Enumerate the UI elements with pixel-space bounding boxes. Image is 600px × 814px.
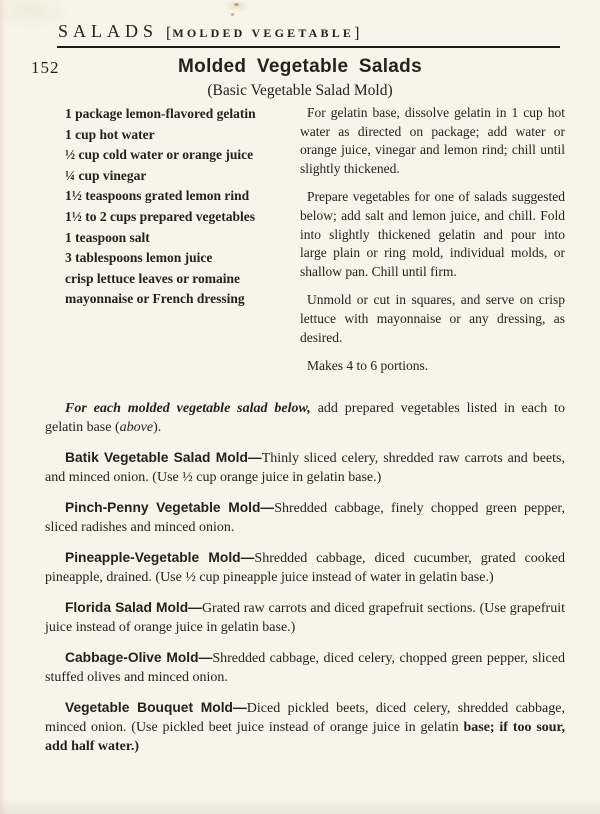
- variant-description: Thinly sliced celery, shredded raw carrots and beets, and minced onion. (Use ½ cup orange juice in gelatin base.): [45, 451, 565, 485]
- em-dash: —: [198, 650, 213, 665]
- variant-description: Shredded cabbage, diced celery, chopped green pepper, sliced stuffed olives and minced onion.: [45, 651, 565, 685]
- section-subtitle-text: MOLDED VEGETABLE: [172, 26, 355, 40]
- note-emphasis: above: [119, 420, 154, 435]
- note-body: add prepared vegetables listed in each to gelatin base (: [45, 401, 566, 435]
- em-dash: —: [260, 500, 275, 515]
- page-number: 152: [31, 58, 60, 77]
- ingredient-item: 1 teaspoon salt: [65, 229, 150, 245]
- variant-name: Pineapple-Vegetable Mold: [65, 550, 241, 565]
- close-bracket: ]: [354, 25, 361, 42]
- ingredient-item: 1½ to 2 cups prepared vegetables: [65, 208, 255, 224]
- scan-speck: [231, 13, 234, 16]
- note-tail: ).: [153, 420, 162, 435]
- variants-section: [45, 399, 565, 767]
- variant-name: Pinch-Penny Vegetable Mold: [65, 500, 261, 515]
- variant-entry: [45, 648, 565, 687]
- em-dash: —: [188, 600, 202, 615]
- ingredient-item: mayonnaise or French dressing: [65, 291, 245, 307]
- running-head: [58, 21, 360, 43]
- ingredient-list: [65, 104, 300, 386]
- em-dash: —: [247, 450, 262, 465]
- ingredient-item: ¼ cup vinegar: [65, 167, 147, 183]
- ingredient-item: 3 tablespoons lemon juice: [65, 250, 213, 266]
- note-lead: For each molded vegetable salad below,: [65, 401, 311, 416]
- variant-description: Shredded cabbage, diced cucumber, grated cooked pineapple, drained. (Use ½ cup pineapple juice instead of water in gelatin base.): [45, 551, 566, 585]
- variant-entry: [45, 698, 565, 756]
- recipe-title: Molded Vegetable Salads: [178, 56, 422, 77]
- variants-intro-note: [45, 399, 565, 437]
- variant-entry: [45, 498, 565, 537]
- yield-note: Makes 4 to 6 portions.: [307, 358, 429, 374]
- ingredient-item: ½ cup cold water or orange juice: [65, 147, 254, 163]
- ingredient-item: 1 cup hot water: [65, 126, 155, 142]
- variant-description: Shredded cabbage, finely chopped green pepper, sliced radishes and minced onion.: [45, 501, 566, 535]
- scan-speck: [234, 3, 239, 6]
- variant-name: Cabbage-Olive Mold: [65, 650, 199, 665]
- recipe-body: [65, 104, 565, 386]
- section-subtitle: [166, 26, 360, 40]
- variant-description-bold: base; if too sour, add half water.): [45, 720, 565, 754]
- method-paragraph: For gelatin base, dissolve gelatin in 1 cup hot water as directed on package; add water or orange juice, vinegar and lemon rind; chill until slightly thickened.: [300, 105, 565, 176]
- variant-description: Diced pickled beets, diced celery, shredded cabbage, minced onion. (Use pickled beet juice instead of orange juice in gelatin: [45, 701, 565, 735]
- method-paragraph: Unmold or cut in squares, and serve on crisp lettuce with mayonnaise or any dressing, as desired.: [300, 292, 565, 345]
- method-paragraph: Prepare vegetables for one of salads suggested below; add salt and lemon juice, and chill. Fold into slightly thickened gelatin and pour into large plain or ring mold, individual molds, or shallow pan. Chill until firm.: [300, 189, 565, 279]
- open-bracket: [: [166, 25, 173, 42]
- em-dash: —: [232, 700, 247, 715]
- variant-entry: [45, 448, 565, 487]
- ingredient-item: 1½ teaspoons grated lemon rind: [65, 188, 250, 204]
- em-dash: —: [240, 550, 255, 565]
- variant-entry: [45, 598, 565, 637]
- ingredient-item: crisp lettuce leaves or romaine: [65, 270, 240, 286]
- method-column: [300, 104, 565, 386]
- variant-description: Grated raw carrots and diced grapefruit sections. (Use grapefruit juice instead of orange juice in gelatin base.): [45, 601, 565, 635]
- section-title: SALADS: [58, 21, 159, 41]
- variant-entry: [45, 548, 565, 587]
- variant-name: Florida Salad Mold: [65, 600, 189, 615]
- header-rule: [57, 46, 560, 48]
- variant-name: Vegetable Bouquet Mold: [65, 700, 233, 715]
- recipe-subtitle: (Basic Vegetable Salad Mold): [207, 82, 393, 99]
- variant-name: Batik Vegetable Salad Mold: [65, 450, 248, 465]
- ingredient-item: 1 package lemon-flavored gelatin: [65, 106, 256, 121]
